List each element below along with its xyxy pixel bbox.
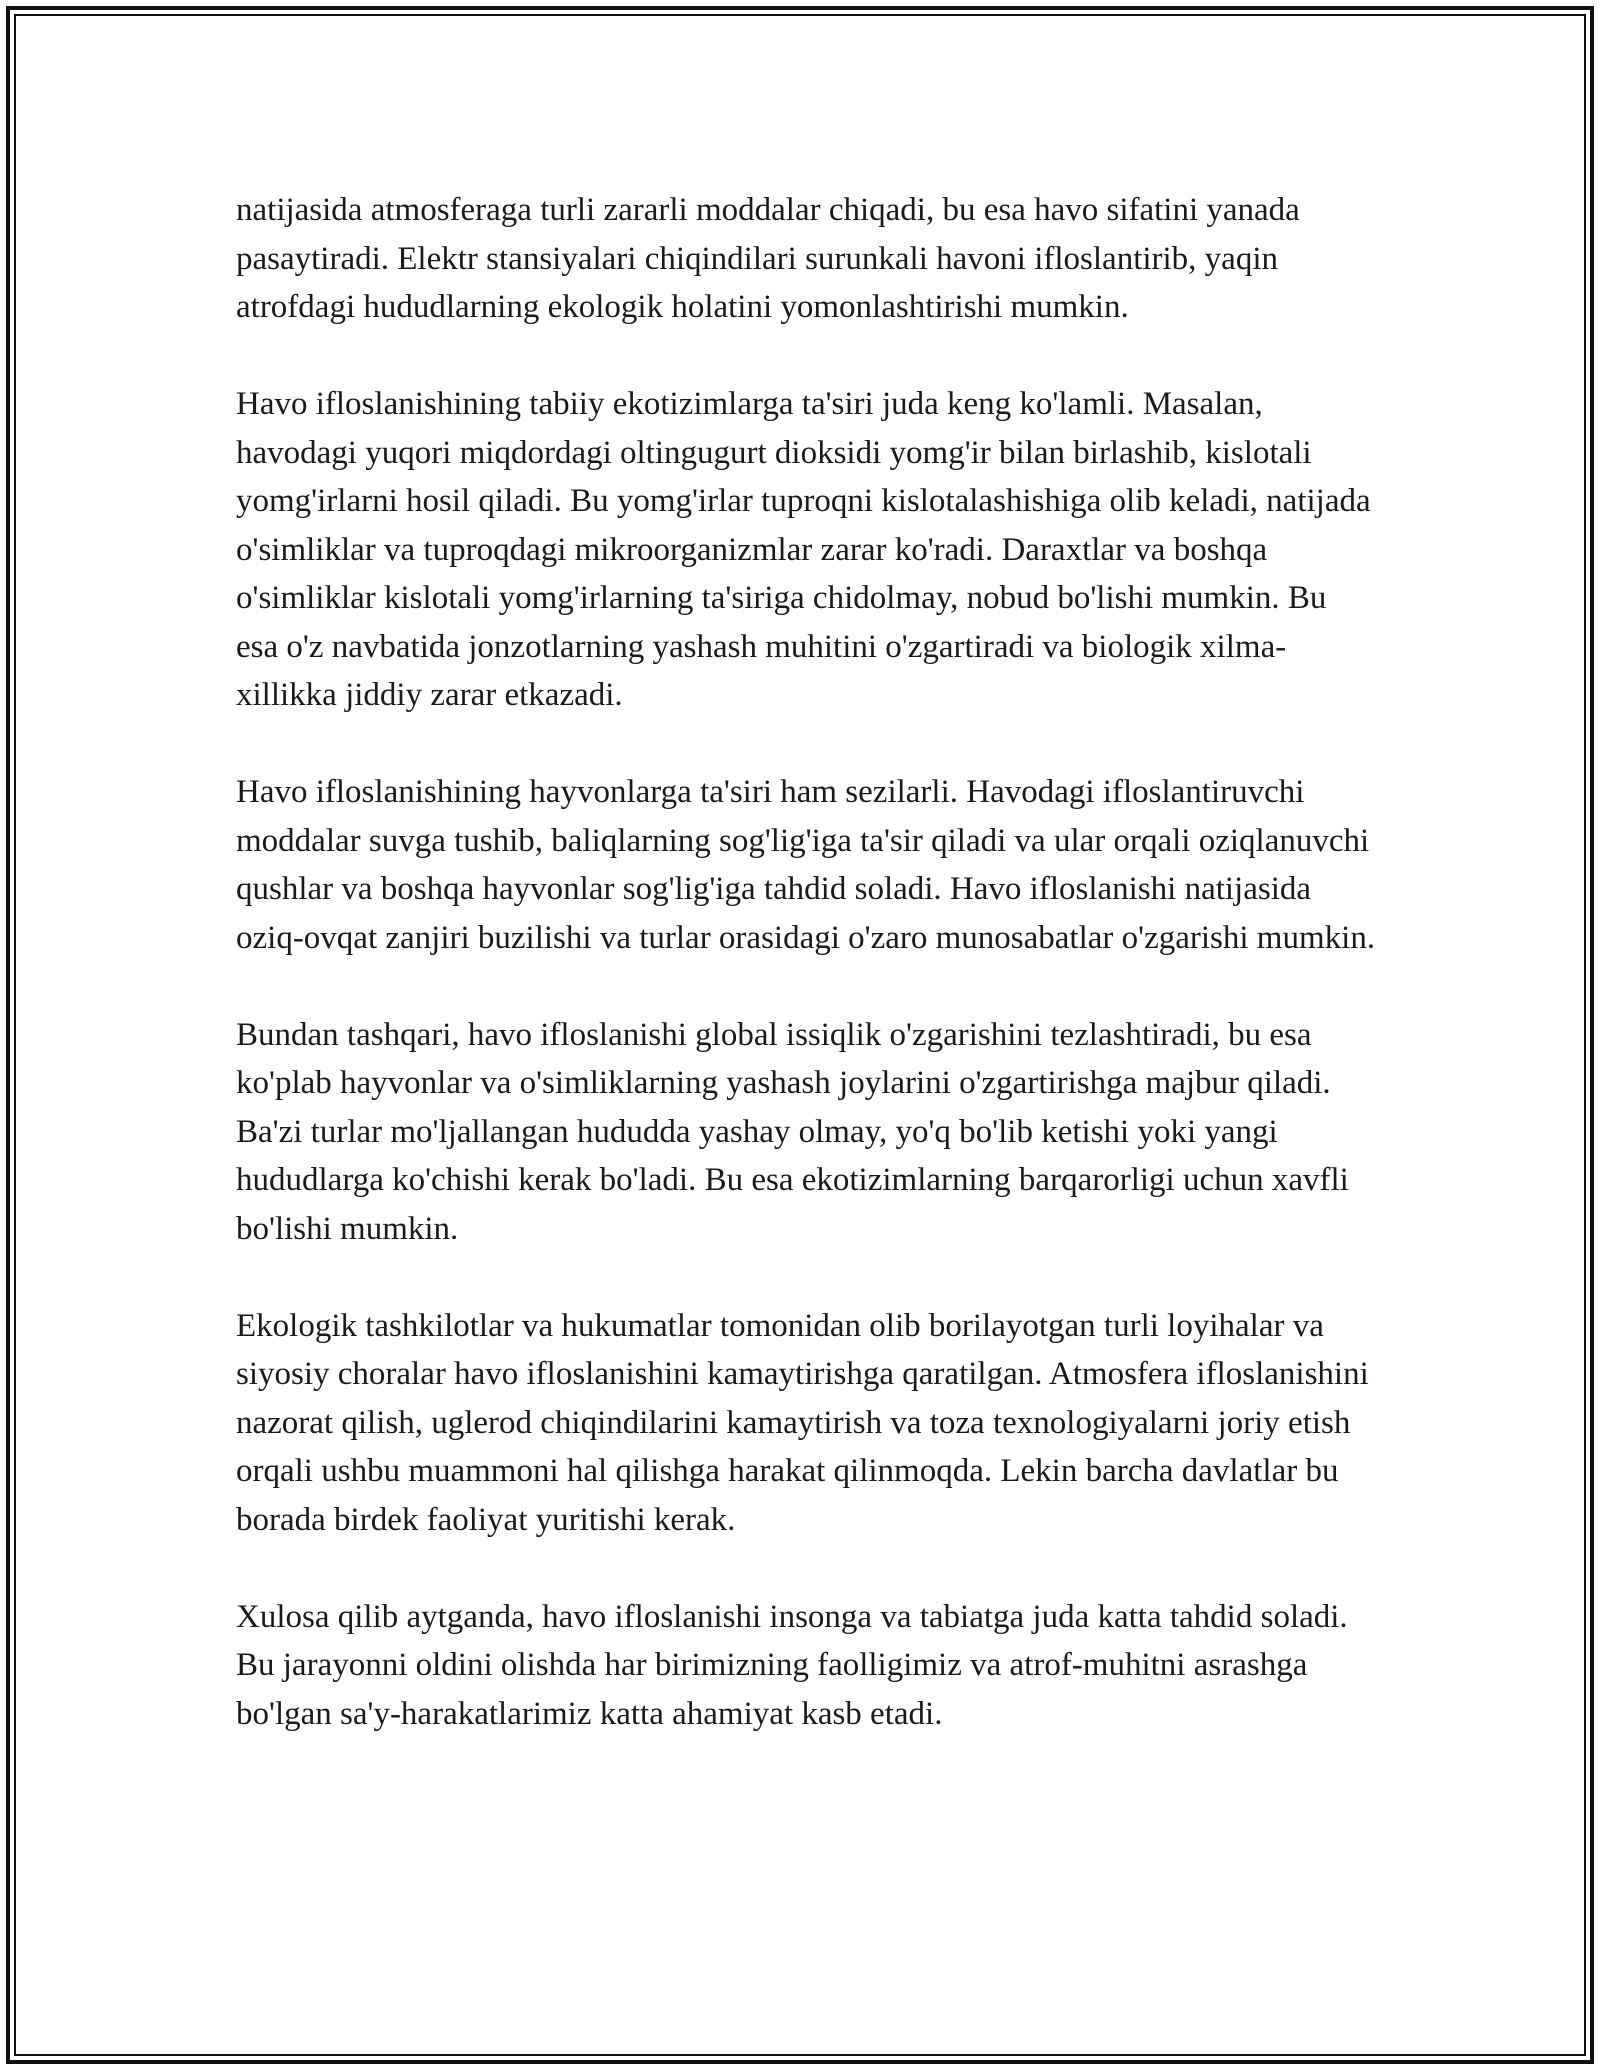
- paragraph-4: Bundan tashqari, havo ifloslanishi global issiqlik o'zgarishini tezlashtiradi, bu esa ko'plab hayvonlar va o'simliklarning yashash joylarini o'zgartirishga majbur qiladi. Ba'zi turlar mo'ljallangan hududda yashay olmay, yo'q bo'lib ketishi yoki yangi hududlarga ko'chishi kerak bo'ladi. Bu esa ekotizimlarning barqarorligi uchun xavfli bo'lishi mumkin.: [236, 1016, 1349, 1247]
- paragraph-6: Xulosa qilib aytganda, havo ifloslanishi insonga va tabiatga juda katta tahdid soladi. Bu jarayonni oldini olishda har birimizning faolligimiz va atrof-muhitni asrashga bo'lgan sa'y-harakatlarimiz katta ahamiyat kasb etadi.: [236, 1598, 1348, 1732]
- paragraph-3: Havo ifloslanishining hayvonlarga ta'siri ham sezilarli. Havodagi ifloslantiruvchi moddalar suvga tushib, baliqlarning sog'lig'iga ta'sir qiladi va ular orqali oziqlanuvchi qushlar va boshqa hayvonlar sog'lig'iga tahdid soladi. Havo ifloslanishi natijasida oziq-ovqat zanjiri buzilishi va turlar orasidagi o'zaro munosabatlar o'zgarishi mumkin.: [236, 774, 1376, 956]
- document-body: [236, 186, 1376, 1787]
- paragraph-1: natijasida atmosferaga turli zararli moddalar chiqadi, bu esa havo sifatini yanada pasaytiradi. Elektr stansiyalari chiqindilari surunkali havoni ifloslantirib, yaqin atrofdagi hududlarning ekologik holatini yomonlashtirishi mumkin.: [236, 192, 1300, 325]
- paragraph-5: Ekologik tashkilotlar va hukumatlar tomonidan olib borilayotgan turli loyihalar va siyosiy choralar havo ifloslanishini kamaytirishga qaratilgan. Atmosfera ifloslanishini nazorat qilish, uglerod chiqindilarini kamaytirish va toza texnologiyalarni joriy etish orqali ushbu muammoni hal qilishga harakat qilinmoqda. Lekin barcha davlatlar bu borada birdek faoliyat yuritishi kerak.: [236, 1307, 1369, 1538]
- paragraph-2: Havo ifloslanishining tabiiy ekotizimlarga ta'siri juda keng ko'lamli. Masalan, havodagi yuqori miqdordagi oltingugurt dioksidi yomg'ir bilan birlashib, kislotali yomg'irlarni hosil qiladi. Bu yomg'irlar tuproqni kislotalashishiga olib keladi, natijada o'simliklar va tuproqdagi mikroorganizmlar zarar ko'radi. Daraxtlar va boshqa o'simliklar kislotali yomg'irlarning ta'siriga chidolmay, nobud bo'lishi mumkin. Bu esa o'z navbatida jonzotlarning yashash muhitini o'zgartiradi va biologik xilma-xillikka jiddiy zarar etkazadi.: [236, 386, 1371, 713]
